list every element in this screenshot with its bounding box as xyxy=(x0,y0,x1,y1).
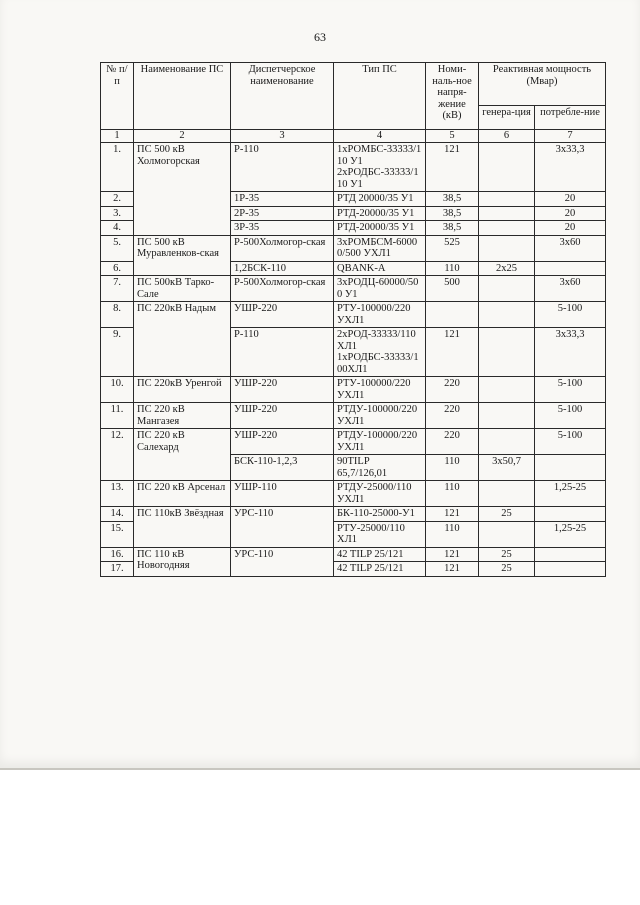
nominal-voltage: 110 xyxy=(426,455,479,481)
table-row xyxy=(101,276,606,302)
dispatch-name: Р-110 xyxy=(231,328,334,377)
dispatch-name: Р-110 xyxy=(231,143,334,192)
nominal-voltage: 38,5 xyxy=(426,206,479,221)
generation-value: 25 xyxy=(479,562,535,577)
generation-value: 25 xyxy=(479,507,535,522)
substation-type: 1хРОМБС-33333/110 У1 2хРОДБС-33333/110 У1 xyxy=(334,143,426,192)
consumption-value xyxy=(535,562,606,577)
nominal-voltage: 121 xyxy=(426,507,479,522)
dispatch-name: 2Р-35 xyxy=(231,206,334,221)
consumption-value: 5-100 xyxy=(535,377,606,403)
row-number: 3. xyxy=(101,206,134,221)
table-row xyxy=(101,547,606,562)
generation-value xyxy=(479,481,535,507)
consumption-value xyxy=(535,261,606,276)
column-index-row xyxy=(101,130,606,143)
nominal-voltage: 121 xyxy=(426,547,479,562)
substation-name: ПС 500кВ Тарко-Сале xyxy=(134,276,231,302)
generation-value xyxy=(479,143,535,192)
nominal-voltage: 500 xyxy=(426,276,479,302)
table-row xyxy=(101,481,606,507)
generation-value xyxy=(479,206,535,221)
nominal-voltage: 525 xyxy=(426,235,479,261)
nominal-voltage: 38,5 xyxy=(426,221,479,236)
col-index: 4 xyxy=(334,130,426,143)
consumption-value: 5-100 xyxy=(535,429,606,455)
row-number: 9. xyxy=(101,328,134,377)
substation-type: 2хРОД-33333/110ХЛ1 1хРОДБС-33333/100ХЛ1 xyxy=(334,328,426,377)
row-number: 8. xyxy=(101,302,134,328)
substation-type: 3хРОМБСМ-60000/500 УХЛ1 xyxy=(334,235,426,261)
dispatch-name: УРС-110 xyxy=(231,547,334,576)
substation-name: ПС 220кВ Надым xyxy=(134,302,231,377)
substation-type: РТУ-100000/220 УХЛ1 xyxy=(334,302,426,328)
col-index: 7 xyxy=(535,130,606,143)
generation-value xyxy=(479,521,535,547)
col-index: 3 xyxy=(231,130,334,143)
generation-value xyxy=(479,403,535,429)
row-number: 10. xyxy=(101,377,134,403)
substation-name: ПС 220 кВ Арсенал xyxy=(134,481,231,507)
generation-value xyxy=(479,328,535,377)
consumption-value: 5-100 xyxy=(535,302,606,328)
substation-name: ПС 500 кВ Муравленков-ская xyxy=(134,235,231,276)
consumption-value: 3х33,3 xyxy=(535,328,606,377)
col-index: 6 xyxy=(479,130,535,143)
substation-type: БК-110-25000-У1 xyxy=(334,507,426,522)
dispatch-name: 3Р-35 xyxy=(231,221,334,236)
substation-name: ПС 110кВ Звёздная xyxy=(134,507,231,548)
header-consumption: потребле-ние xyxy=(535,106,606,130)
row-number: 2. xyxy=(101,192,134,207)
table-row xyxy=(101,507,606,522)
consumption-value xyxy=(535,547,606,562)
generation-value xyxy=(479,302,535,328)
table-row xyxy=(101,302,606,328)
generation-value xyxy=(479,235,535,261)
consumption-value: 3х33,3 xyxy=(535,143,606,192)
row-number: 1. xyxy=(101,143,134,192)
generation-value xyxy=(479,377,535,403)
generation-value xyxy=(479,221,535,236)
table-row xyxy=(101,403,606,429)
nominal-voltage: 110 xyxy=(426,521,479,547)
nominal-voltage: 220 xyxy=(426,377,479,403)
substation-type: 3хРОДЦ-60000/500 У1 xyxy=(334,276,426,302)
substation-type: РТУ-100000/220 УХЛ1 xyxy=(334,377,426,403)
substation-table xyxy=(100,62,606,577)
row-number: 6. xyxy=(101,261,134,276)
generation-value xyxy=(479,429,535,455)
consumption-value xyxy=(535,455,606,481)
row-number: 16. xyxy=(101,547,134,562)
substation-name: ПС 500 кВ Холмогорская xyxy=(134,143,231,236)
consumption-value: 1,25-25 xyxy=(535,481,606,507)
header-generation: генера-ция xyxy=(479,106,535,130)
substation-name: ПС 220 кВ Салехард xyxy=(134,429,231,481)
substation-name: ПС 220 кВ Мангазея xyxy=(134,403,231,429)
nominal-voltage: 121 xyxy=(426,143,479,192)
dispatch-name: УШР-220 xyxy=(231,403,334,429)
row-number: 7. xyxy=(101,276,134,302)
page-number: 63 xyxy=(314,30,326,44)
row-number: 15. xyxy=(101,521,134,547)
consumption-value: 20 xyxy=(535,221,606,236)
row-number: 17. xyxy=(101,562,134,577)
consumption-value: 3х60 xyxy=(535,276,606,302)
consumption-value: 5-100 xyxy=(535,403,606,429)
substation-type: РТДУ-100000/220 УХЛ1 xyxy=(334,403,426,429)
row-number: 13. xyxy=(101,481,134,507)
dispatch-name: Р-500Холмогор-ская xyxy=(231,276,334,302)
substation-type: 42 TILP 25/121 xyxy=(334,547,426,562)
col-index: 5 xyxy=(426,130,479,143)
nominal-voltage: 121 xyxy=(426,562,479,577)
table-row xyxy=(101,429,606,455)
dispatch-name: УРС-110 xyxy=(231,507,334,548)
header-name: Наименование ПС xyxy=(134,63,231,130)
row-number: 11. xyxy=(101,403,134,429)
generation-value: 3х50,7 xyxy=(479,455,535,481)
row-number: 12. xyxy=(101,429,134,481)
dispatch-name: 1Р-35 xyxy=(231,192,334,207)
substation-type: РТДУ-100000/220 УХЛ1 xyxy=(334,429,426,455)
dispatch-name: 1,2БСК-110 xyxy=(231,261,334,276)
substation-type: РТДУ-25000/110 УХЛ1 xyxy=(334,481,426,507)
substation-name: ПС 220кВ Уренгой xyxy=(134,377,231,403)
dispatch-name: Р-500Холмогор-ская xyxy=(231,235,334,261)
consumption-value: 1,25-25 xyxy=(535,521,606,547)
substation-type: QBANK-A xyxy=(334,261,426,276)
substation-name: ПС 110 кВ Новогодняя xyxy=(134,547,231,576)
header-type: Тип ПС xyxy=(334,63,426,130)
row-number: 14. xyxy=(101,507,134,522)
consumption-value: 20 xyxy=(535,192,606,207)
nominal-voltage: 110 xyxy=(426,481,479,507)
col-index: 2 xyxy=(134,130,231,143)
consumption-value: 3х60 xyxy=(535,235,606,261)
substation-type: РТУ-25000/110 ХЛ1 xyxy=(334,521,426,547)
header-row xyxy=(101,63,606,106)
generation-value xyxy=(479,276,535,302)
substation-type: РТД-20000/35 У1 xyxy=(334,221,426,236)
substation-type: РТД-20000/35 У1 xyxy=(334,206,426,221)
dispatch-name: УШР-220 xyxy=(231,302,334,328)
col-index: 1 xyxy=(101,130,134,143)
generation-value: 25 xyxy=(479,547,535,562)
dispatch-name: УШР-220 xyxy=(231,429,334,455)
dispatch-name: УШР-110 xyxy=(231,481,334,507)
generation-value xyxy=(479,192,535,207)
header-num: № п/п xyxy=(101,63,134,130)
table-row xyxy=(101,235,606,261)
header-voltage: Номи-наль-ное напря-жение (кВ) xyxy=(426,63,479,130)
row-number: 4. xyxy=(101,221,134,236)
table-row xyxy=(101,377,606,403)
substation-type: 42 TILP 25/121 xyxy=(334,562,426,577)
consumption-value xyxy=(535,507,606,522)
table-row xyxy=(101,143,606,192)
consumption-value: 20 xyxy=(535,206,606,221)
nominal-voltage: 220 xyxy=(426,429,479,455)
nominal-voltage: 38,5 xyxy=(426,192,479,207)
nominal-voltage: 110 xyxy=(426,261,479,276)
header-reactive: Реактивная мощность (Мвар) xyxy=(479,63,606,106)
row-number: 5. xyxy=(101,235,134,261)
nominal-voltage xyxy=(426,302,479,328)
nominal-voltage: 220 xyxy=(426,403,479,429)
nominal-voltage: 121 xyxy=(426,328,479,377)
generation-value: 2х25 xyxy=(479,261,535,276)
header-dispatch: Диспетчерское наименование xyxy=(231,63,334,130)
substation-type: РТД 20000/35 У1 xyxy=(334,192,426,207)
dispatch-name: УШР-220 xyxy=(231,377,334,403)
substation-type: 90TILP 65,7/126,01 xyxy=(334,455,426,481)
dispatch-name: БСК-110-1,2,3 xyxy=(231,455,334,481)
